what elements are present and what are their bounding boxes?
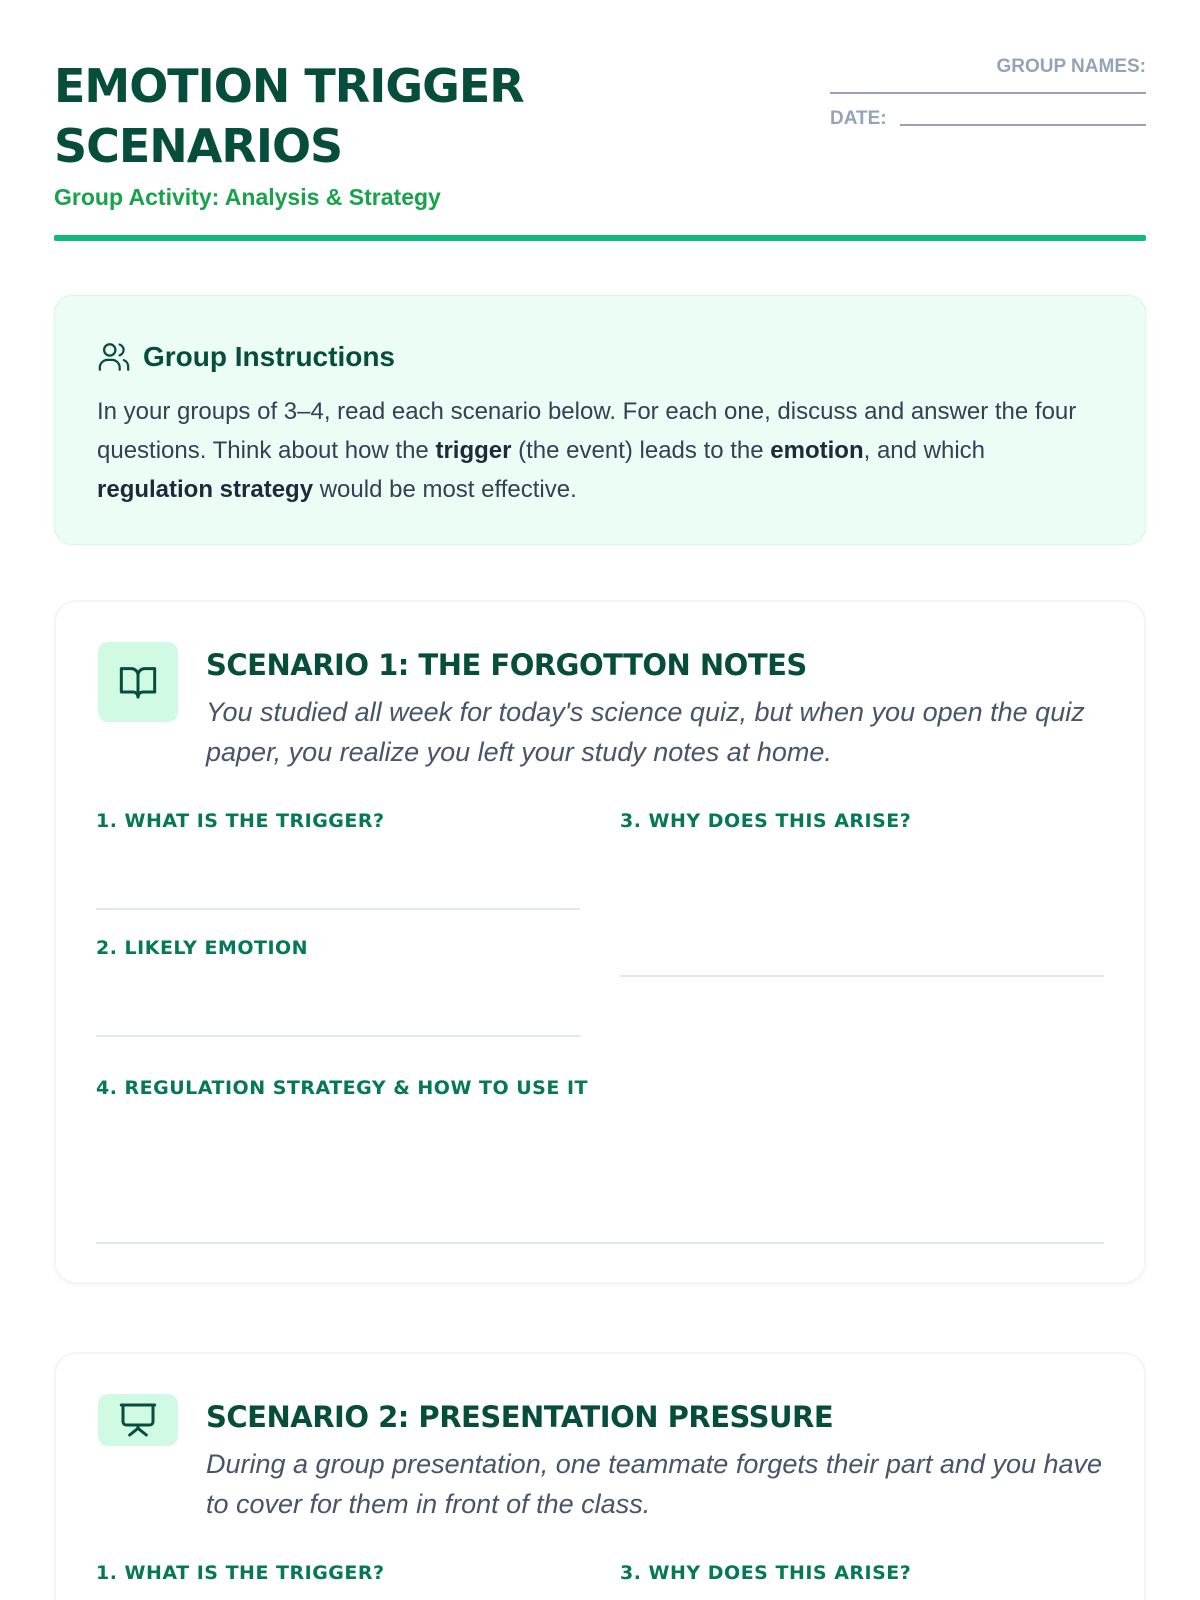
- date-row: [830, 108, 1146, 130]
- title-line-1: EMOTION TRIGGER: [54, 59, 524, 113]
- question-why-label: 3. WHY DOES THIS ARISE?: [620, 1562, 912, 1584]
- scenario-description: You studied all week for today's science quiz, but when you open the quiz paper, you realize you left your study notes at home.: [206, 697, 1085, 767]
- answer-why-field[interactable]: [620, 975, 1104, 977]
- users-icon: [97, 340, 131, 374]
- scenario-title: SCENARIO 2: PRESENTATION PRESSURE: [206, 1400, 834, 1434]
- page-subtitle: Group Activity: Analysis & Strategy: [54, 184, 441, 210]
- question-trigger-label: 1. WHAT IS THE TRIGGER?: [96, 1562, 385, 1584]
- answer-emotion-field[interactable]: [96, 1035, 580, 1037]
- instructions-text: In your groups of 3–4, read each scenario below. For each one, discuss and answer the four questions. Think about how the trigger (the event) leads to the emotion, and which regulation strategy would be most effective.: [97, 398, 1077, 503]
- group-names-field[interactable]: [830, 92, 1146, 94]
- scenario-card-1: [54, 600, 1146, 1284]
- scenario-icon-box: [98, 1394, 178, 1446]
- worksheet-header: [54, 56, 1146, 242]
- book-open-icon: [118, 662, 158, 702]
- scenario-card-2: [54, 1352, 1146, 1600]
- question-trigger-label: 1. WHAT IS THE TRIGGER?: [96, 810, 385, 832]
- scenario-description: During a group presentation, one teammate forgets their part and you have to cover for them in front of the class.: [206, 1449, 1103, 1519]
- question-why-label: 3. WHY DOES THIS ARISE?: [620, 810, 912, 832]
- scenario-title: SCENARIO 1: THE FORGOTTON NOTES: [206, 648, 807, 682]
- title-line-2: SCENARIOS: [54, 119, 343, 173]
- instructions-box: [54, 295, 1146, 545]
- date-field[interactable]: [900, 124, 1146, 126]
- answer-trigger-field[interactable]: [96, 908, 580, 910]
- group-info: [830, 56, 1146, 130]
- scenario-icon-box: [98, 642, 178, 722]
- page-title: [54, 56, 614, 176]
- date-label: DATE:: [830, 108, 887, 129]
- presentation-icon: [118, 1400, 158, 1440]
- header-divider: [54, 235, 1146, 241]
- question-emotion-label: 2. LIKELY EMOTION: [96, 937, 309, 959]
- group-names-label: GROUP NAMES:: [996, 56, 1146, 77]
- answer-strategy-field[interactable]: [96, 1242, 1104, 1244]
- question-strategy-label: 4. REGULATION STRATEGY & HOW TO USE IT: [96, 1077, 588, 1099]
- instructions-title: Group Instructions: [143, 341, 395, 372]
- instructions-heading: [97, 340, 1103, 374]
